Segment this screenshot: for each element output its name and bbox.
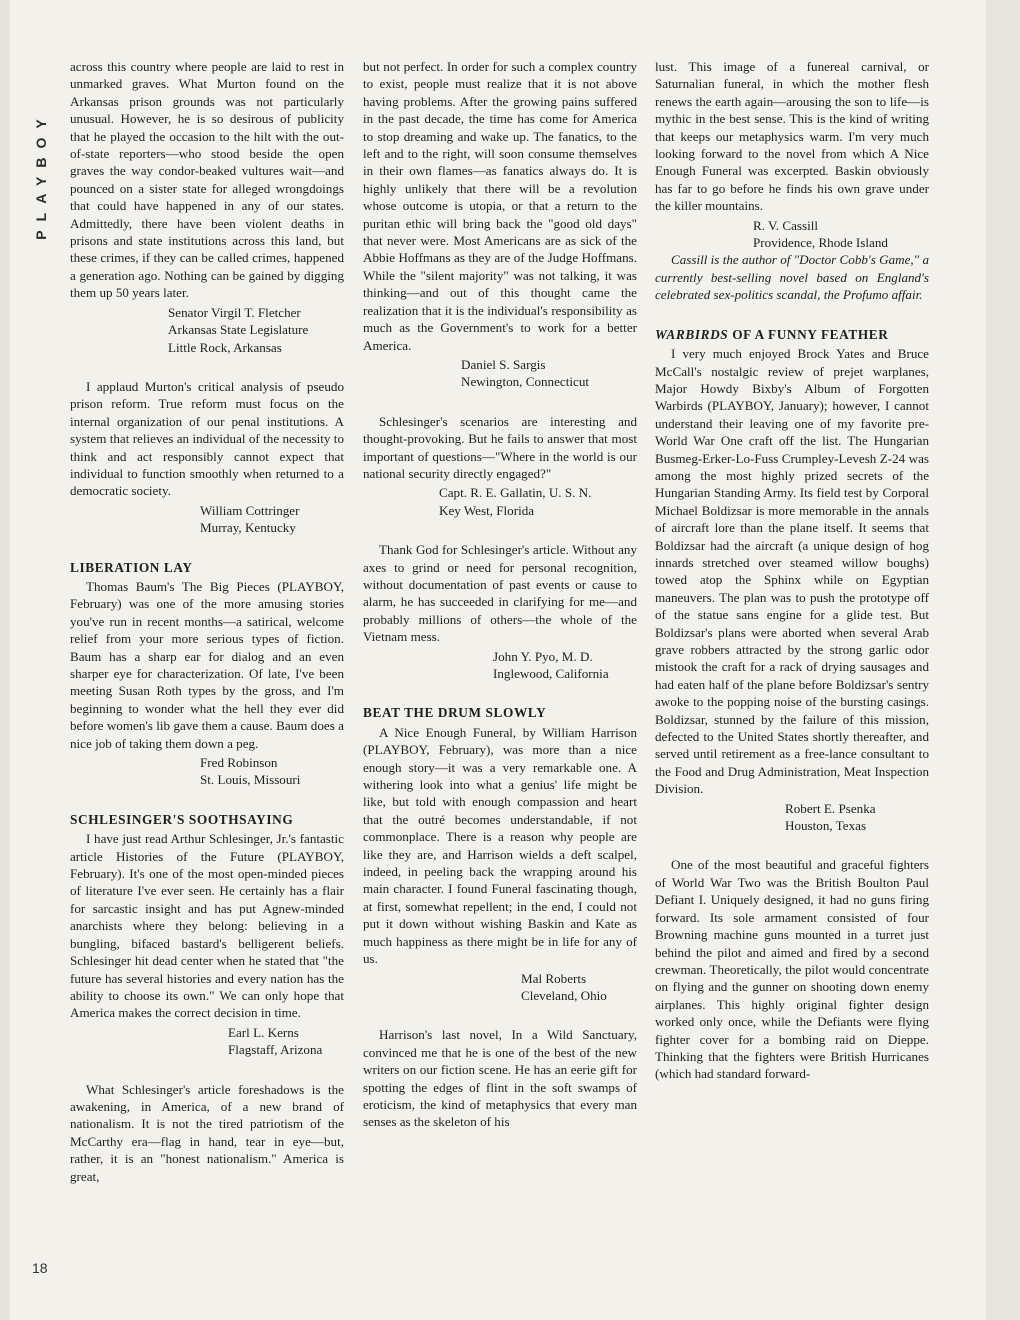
masthead	[24, 70, 58, 280]
signature-name: Capt. R. E. Gallatin, U. S. N.	[439, 485, 592, 501]
letter-paragraph: Thank God for Schlesinger's article. Without any axes to grind or need for personal recognition, without documentation of past events or cause to alarm, he has succeeded in clarifying for me—and probably millions of others—the whole of the Vietnam mess.	[363, 542, 637, 645]
signature	[70, 754, 344, 789]
signature	[70, 304, 344, 356]
heading-rest: OF A FUNNY FEATHER	[728, 326, 889, 342]
signature-location: Cleveland, Ohio	[521, 987, 607, 1003]
letter-paragraph: What Schlesinger's article foreshadows is the awakening, in America, of a new brand of nationalism. It is not the tired patriotism of the McCarthy era—flag in hand, tear in eye—but, rather, it is an "honest nationalism." America is great,	[70, 1081, 344, 1184]
letter-paragraph: Thomas Baum's The Big Pieces (PLAYBOY, February) was one of the more amusing stories you've run in recent months—a satirical, welcome relief from your more serious types of fiction. Baum has a sharp ear for dialog and an even sharper eye for characterization. Of late, I've been meeting Susan Roth types by the gross, and I'm beginning to wonder what the hell they ever did before women's lib gave them a cause. Baum does a nice job of taking them down a peg.	[70, 578, 344, 751]
signature-name: Robert E. Psenka	[785, 800, 876, 816]
signature-location: Murray, Kentucky	[200, 520, 296, 536]
signature-location: Little Rock, Arkansas	[168, 339, 282, 355]
section-heading: SCHLESINGER'S SOOTHSAYING	[70, 811, 294, 827]
signature-location: St. Louis, Missouri	[200, 772, 301, 788]
signature-name: William Cottringer	[200, 502, 300, 518]
letter-paragraph: I very much enjoyed Brock Yates and Bruce McCall's nostalgic review of prejet warplanes, Major Howdy Bixby's Album of Forgotten Warbirds (PLAYBOY, January); however, I cannot understand their leaving one of my favorite pre-World War One craft off the list. The Hungarian Busmeg-Erker-Lo-Fuss Crumpley-Levesh Z-24 was among the most highly prized secrets of the Hungarian Standing Army. Its field test by Corporal Michael Boldizsar is more memorable in the annals of aircraft lore than the plane itself. It seems that Boldizsar had the aircraft (a unique design of hog innards stretched over steamed willow boughs) towed atop the Sphinx while on Egyptian maneuvers. The plan was to push the prototype off of the statue sans engine for a glide test. But Boldizsar's plans were aborted when several Arab grave robbers attracted by the strong garlic odor mistook the craft for a rack of drying sausages and had eaten half of the plane before Boldizsar's sentry awoke to the popping noise of the bursting casings. Boldizsar, stunned by the failure of this mission, defected to the United States shortly thereafter, and served until retirement as a free-lance consultant to the Food and Drug Administration, Meat Inspection Division.	[655, 346, 929, 797]
letter-paragraph: Schlesinger's scenarios are interesting and thought-provoking. But he fails to answer that most important of questions—"Where in the world is our national security directly engaged?"	[363, 413, 637, 481]
letter-paragraph: I applaud Murton's critical analysis of pseudo prison reform. True reform must focus on the internal organization of our penal institutions. A system that relieves an individual of the necessity to think and act responsibly cannot expect that individual to function smoothly when returned to a democratic society.	[70, 378, 344, 499]
signature-location: Inglewood, California	[493, 666, 609, 681]
heading-italic-part: WARBIRDS	[655, 326, 729, 342]
page-number: 18	[32, 1260, 48, 1276]
letter-paragraph: but not perfect. In order for such a complex country to exist, people must realize that it is not above having problems. After the growing pains suffered in the past decade, the time has come for America to stop dreaming and wake up. The fanatics, to the left and to the right, will soon consume themselves in their own flames—as fanatics always do. It is highly unlikely that there will be a revolution whose outcome is utopia, or that a return to the puritan ethic will bring back the "good old days" that never were. Most Americans are as sick of the Abbie Hoffmans as they are of the Judge Hoffmans. While the "silent majority" was not talking, it was thinking—and out of this thought came the realization that it is the individual's responsibility as much as the Government's to work for a better America.	[363, 59, 637, 353]
letter-paragraph: lust. This image of a funereal carnival, or Saturnalian funeral, in which the mother flesh renews the earth again—arousing the son to life—is mythic in the best sense. This is the kind of writing that keeps our metaphysics warm. I'm very much looking forward to the novel from which A Nice Enough Funeral was excerpted. Baskin obviously has far to go before he finds his own grave under the killer mountains.	[655, 59, 929, 214]
signature	[655, 217, 929, 252]
signature-location: Houston, Texas	[785, 818, 867, 834]
signature-line: Arkansas State Legislature	[168, 322, 309, 338]
column-2	[363, 58, 637, 1131]
signature-name: Daniel S. Sargis	[461, 356, 546, 372]
signature-name: Earl L. Kerns	[228, 1024, 299, 1040]
signature	[655, 800, 929, 835]
signature-name: John Y. Pyo, M. D.	[493, 648, 593, 664]
section-heading: BEAT THE DRUM SLOWLY	[363, 705, 547, 721]
signature	[70, 1024, 344, 1059]
signature	[70, 502, 344, 537]
signature-location: Newington, Connecticut	[461, 374, 590, 390]
page-right-edge	[986, 0, 1020, 1320]
letter-paragraph: One of the most beautiful and graceful fighters of World War Two was the British Boulton Paul Defiant I. Uniquely designed, it had no guns firing forward. Its sole armament consisted of four Browning machine guns mounted in a turret just behind the pilot and aimed and fired by a second crewman. Theoretically, the pilot would concentrate on flying and the gunner on shooting down enemy airplanes. This highly original fighter design worked only once, while the Defiants were flying fighter cover for a bombing raid on Dieppe. Thinking that the fighters were British Hurricanes (which had standard forward-	[655, 857, 929, 1082]
column-3	[655, 58, 929, 1083]
editor-note: Cassill is the author of "Doctor Cobb's Game," a currently best-selling novel based on England's celebrated sex-politics scandal, the Profumo affair.	[655, 252, 929, 303]
signature	[363, 356, 637, 391]
signature	[363, 970, 637, 1005]
letter-paragraph: I have just read Arthur Schlesinger, Jr.'s fantastic article Histories of the Future (PLAYBOY, February). It's one of the most open-minded pieces of literature I've ever seen. He certainly has a flair for sarcastic insight and has put Agnew-minded anarchists where they belong: believing in a bungling, bifaced bastard's belligerent beliefs. Schlesinger hit dead center when he stated that "the future has several histories and every nation has the ability to choose its own." We can only hope that America makes the correct decision in time.	[70, 831, 344, 1021]
column-1	[70, 58, 344, 1185]
signature-name: Fred Robinson	[200, 755, 278, 771]
signature-location: Providence, Rhode Island	[753, 235, 888, 251]
letter-paragraph: Harrison's last novel, In a Wild Sanctuary, convinced me that he is one of the best of the new writers on our fiction scene. He has an eerie gift for spotting the edges of flint in the soft swamps of eroticism, the kind of metaphysics that every man senses as the skeleton of his	[363, 1027, 637, 1130]
page-left-edge	[0, 0, 10, 1320]
signature-location: Key West, Florida	[439, 502, 535, 518]
signature-name: Mal Roberts	[521, 970, 587, 986]
signature	[363, 648, 637, 683]
signature	[363, 484, 637, 519]
signature-name: Senator Virgil T. Fletcher	[168, 304, 301, 320]
signature-location: Flagstaff, Arizona	[228, 1042, 323, 1058]
letter-paragraph: A Nice Enough Funeral, by William Harrison (PLAYBOY, February), was more than a nice enough story—it was a very remarkable one. A withering look into what a genius' life might be like, but told with enough compassion and heart that the outré becomes understandable, if not commonplace. There is a reason why people are like they are, and Harrison wields a deft scalpel, indeed, in peeling back the wrapping around his main character. I found Funeral fascinating though, at first, somewhat repellent; in the end, I could not put it down without wishing Baskin and Kate as much happiness as there might be in life for any of us.	[363, 724, 637, 967]
signature-name: R. V. Cassill	[753, 217, 819, 233]
section-heading: LIBERATION LAY	[70, 559, 193, 575]
masthead-text: PLAYBOY	[33, 110, 49, 240]
section-heading	[655, 326, 929, 343]
letter-paragraph: across this country where people are laid to rest in unmarked graves. What Murton found on the Arkansas prison grounds was not particularly unusual. However, he is so desirous of publicity that he played the occasion to the hilt with the out-of-state reporters—who stood beside the open graves the way condor-beaked vultures wait—and pounced on a sister state for alleged wrongdoings that could have happened in any of our states. Admittedly, there have been violent deaths in prisons and state institutions across this land, but these crimes, if they can be called crimes, happened a generation ago. Nothing can be gained by digging them up 50 years later.	[70, 59, 344, 301]
